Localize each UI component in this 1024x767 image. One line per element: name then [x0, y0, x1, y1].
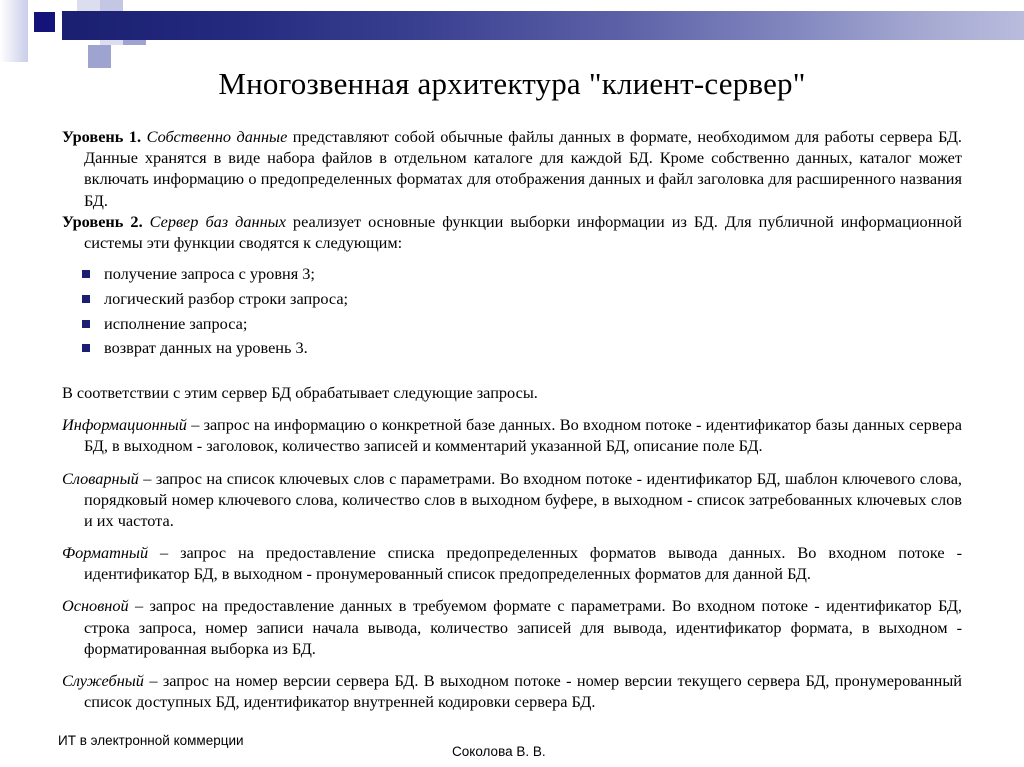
request-text-main: – запрос на предоставление данных в требуемом формате с параметрами. Во входном потоке - идентификатор БД, строка запроса, номер записи начала вывода, количество записей для вывода, идентификатор формата, в выходном - форматированная выборка из БД.: [84, 596, 962, 658]
list-item-label: логический разбор строки запроса;: [104, 288, 349, 308]
header-decoration: [0, 0, 1024, 62]
level-2-label: Уровень 2.: [62, 211, 143, 231]
request-text-informational: – запрос на информацию о конкретной базе данных. Во входном потоке - идентификатор базы данных сервера БД, в выходном - заголовок, количество записей и комментарий указанной БД, описание поле БД.: [84, 415, 962, 456]
paragraph-request-service: [62, 670, 962, 712]
spacer: [62, 361, 962, 382]
request-name-format: Форматный: [62, 543, 149, 563]
level-1-label: Уровень 1.: [62, 127, 142, 146]
deco-square-mid-2: [88, 45, 111, 68]
request-text-format: – запрос на предоставление списка предопределенных форматов вывода данных. Во входном потоке - идентификатор БД, в выходном - пронумерованный список предопределенных форматов для данной БД.: [84, 543, 962, 584]
paragraph-level-1: [62, 126, 962, 211]
list-item: [82, 287, 962, 312]
request-text-service: – запрос на номер версии сервера БД. В выходном потоке - номер версии текущего сервера БД, пронумерованный список доступных БД, идентификатор внутренней кодировки сервера БД.: [84, 670, 962, 712]
slide-content: [62, 126, 962, 712]
list-item: [82, 336, 962, 361]
request-text-dictionary: – запрос на список ключевых слов с параметрами. Во входном потоке - идентификатор БД, шаблон ключевого слова, порядковый номер ключевого слова, количество слов в выходном буфере, в выходном - список затребованных ключевых слов и их частота.: [84, 468, 962, 530]
level-1-term: Собственно данные: [146, 127, 288, 146]
paragraph-request-dictionary: [62, 468, 962, 532]
list-item-label: возврат данных на уровень 3.: [104, 338, 308, 358]
bullet-square-icon: [82, 295, 90, 303]
list-item: [82, 312, 962, 337]
deco-gradient-fade: [0, 0, 28, 62]
request-name-informational: Информационный: [62, 415, 187, 435]
paragraph-request-format: [62, 542, 962, 584]
spacer: [62, 403, 962, 414]
level-2-term: Сервер баз данных: [149, 211, 286, 231]
paragraph-request-main: [62, 595, 962, 659]
deco-square-dark: [34, 12, 55, 32]
spacer: [62, 659, 962, 670]
paragraph-request-informational: [62, 414, 962, 456]
bullet-square-icon: [82, 270, 90, 278]
footer-course-name: ИТ в электронной коммерции: [58, 733, 244, 748]
request-name-main: Основной: [62, 596, 129, 616]
spacer: [62, 584, 962, 595]
list-item: [82, 262, 962, 287]
paragraph-intro: В соответствии с этим сервер БД обрабатывает следующие запросы.: [62, 383, 538, 403]
bullet-square-icon: [82, 320, 90, 328]
list-item-label: исполнение запроса;: [104, 313, 248, 333]
spacer: [62, 457, 962, 468]
paragraph-level-2: [62, 211, 962, 253]
deco-gradient-bar: [62, 11, 1024, 40]
request-name-service: Служебный: [62, 670, 144, 690]
level-1-text: представляют собой обычные файлы данных в формате, необходимом для работы сервера БД. Данные хранятся в виде набора файлов в отдельном каталоге для каждой БД. Кроме собственно данных, каталог может включать информацию о предопределенных форматах для отображения данных и файл заголовка для расширенного названия БД.: [84, 127, 963, 210]
level-2-text: реализует основные функции выборки информации из БД. Для публичной информационной системы эти функции сводятся к следующим:: [84, 211, 962, 252]
server-functions-list: [62, 262, 962, 361]
spacer: [62, 531, 962, 542]
slide-footer: [0, 733, 1024, 759]
list-item-label: получение запроса с уровня 3;: [104, 264, 315, 284]
page-title: Многозвенная архитектура "клиент-сервер": [218, 66, 806, 101]
request-name-dictionary: Словарный: [62, 468, 139, 488]
footer-author-name: Соколова В. В.: [452, 744, 546, 759]
bullet-square-icon: [82, 344, 90, 352]
